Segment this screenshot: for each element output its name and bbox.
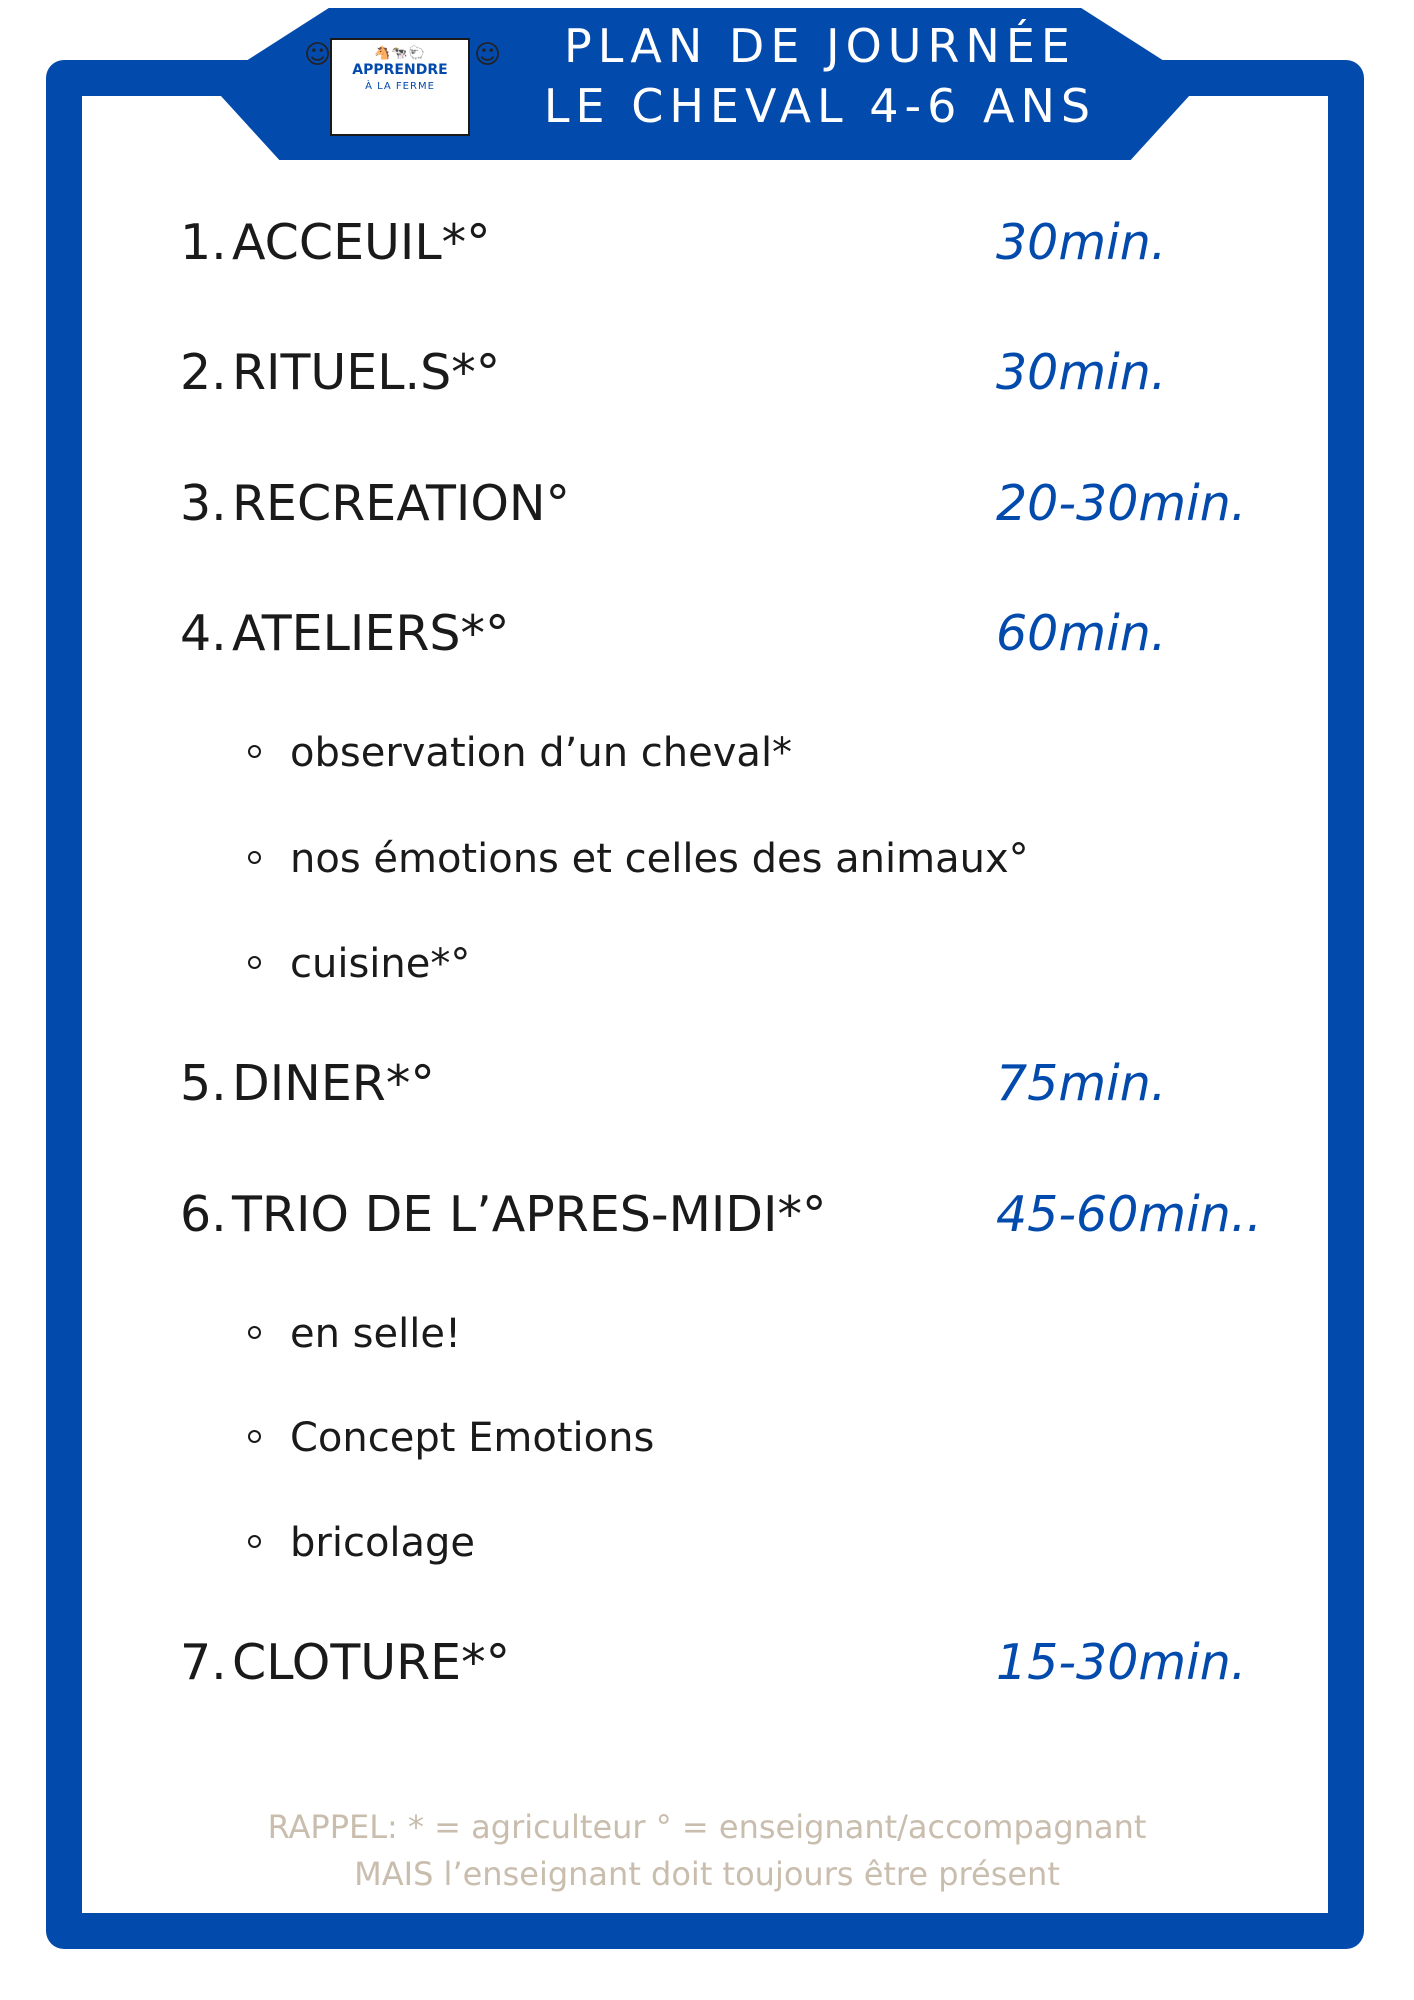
reminder-footer [0, 1804, 1414, 1898]
step-number: 5. [180, 1055, 227, 1112]
step-duration: 30min. [996, 214, 1167, 271]
logo [330, 38, 470, 136]
step-number: 1. [180, 214, 227, 271]
circle-bullet-icon [248, 1535, 261, 1548]
step-label: DINER*° [232, 1055, 435, 1112]
step-number: 2. [180, 344, 227, 401]
step-trio-apres-midi [0, 1180, 1414, 1250]
child-figure-icon: ☺ [304, 40, 332, 70]
step-number: 6. [180, 1186, 227, 1243]
page-title [510, 16, 1130, 136]
logo-main-text: APPRENDRE [352, 62, 448, 78]
step-number: 3. [180, 475, 227, 532]
step-acceuil [0, 208, 1414, 278]
step-duration: 60min. [996, 605, 1167, 662]
footer-line-1: RAPPEL: * = agriculteur ° = enseignant/accompagnant [267, 1808, 1147, 1846]
step-duration: 20-30min. [996, 475, 1247, 532]
sub-item-label: observation d’un cheval* [290, 730, 793, 776]
logo-second-text: À LA FERME [365, 81, 435, 92]
sub-item-label: Concept Emotions [290, 1415, 655, 1461]
step-label: RITUEL.S*° [232, 344, 501, 401]
list-item [0, 1516, 1414, 1570]
circle-bullet-icon [248, 745, 261, 758]
sub-item-label: bricolage [290, 1520, 476, 1566]
step-label: ATELIERS*° [232, 605, 510, 662]
step-diner [0, 1049, 1414, 1119]
circle-bullet-icon [248, 956, 261, 969]
list-item [0, 1307, 1414, 1361]
step-recreation [0, 469, 1414, 539]
step-rituels [0, 338, 1414, 408]
step-cloture [0, 1628, 1414, 1698]
title-line-2: LE CHEVAL 4-6 ANS [543, 79, 1097, 133]
list-item [0, 726, 1414, 780]
child-figure-icon: ☺ [474, 40, 502, 70]
title-line-1: PLAN DE JOURNÉE [564, 19, 1076, 73]
footer-line-2: MAIS l’enseignant doit toujours être présent [354, 1855, 1060, 1893]
step-label: RECREATION° [232, 475, 571, 532]
circle-bullet-icon [248, 851, 261, 864]
list-item [0, 937, 1414, 991]
step-label: CLOTURE*° [232, 1634, 511, 1691]
step-ateliers [0, 599, 1414, 669]
sub-item-label: nos émotions et celles des animaux° [290, 836, 1029, 882]
step-number: 7. [180, 1634, 227, 1691]
sub-item-label: en selle! [290, 1311, 461, 1357]
circle-bullet-icon [248, 1430, 261, 1443]
step-duration: 30min. [996, 344, 1167, 401]
step-label: TRIO DE L’APRES-MIDI*° [232, 1186, 827, 1243]
step-duration: 45-60min.. [996, 1186, 1262, 1243]
sub-item-label: cuisine*° [290, 941, 471, 987]
logo-animals-icon: 🐴🐄🐑 [374, 46, 426, 61]
list-item [0, 832, 1414, 886]
step-label: ACCEUIL*° [232, 214, 491, 271]
step-duration: 15-30min. [996, 1634, 1247, 1691]
step-number: 4. [180, 605, 227, 662]
circle-bullet-icon [248, 1326, 261, 1339]
list-item [0, 1411, 1414, 1465]
step-duration: 75min. [996, 1055, 1167, 1112]
